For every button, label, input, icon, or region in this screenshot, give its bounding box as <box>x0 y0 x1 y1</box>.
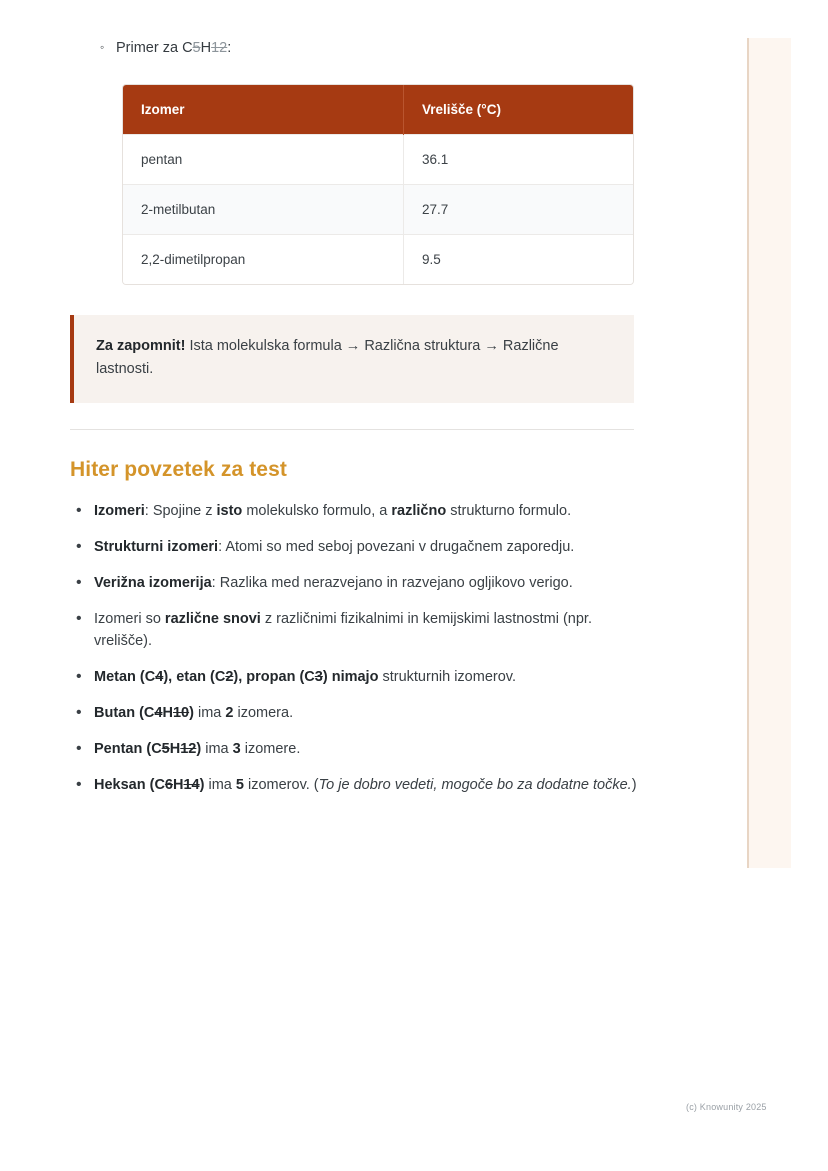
plain-text: ima <box>204 777 236 794</box>
list-item <box>70 572 650 594</box>
plain-text: z različnimi fizikalnimi in kemijskimi lastnostmi (npr. vrelišče). <box>94 611 592 650</box>
emphasis-text: ) <box>189 705 194 722</box>
table-cell-boiling-point: 36.1 <box>404 134 634 184</box>
table-cell-isomer: pentan <box>123 134 404 184</box>
emphasis-text: ), etan (C <box>163 669 226 686</box>
plain-text: Izomeri so <box>94 611 165 628</box>
page-title: Hiter povzetek za test <box>70 458 287 482</box>
table-body <box>123 134 633 284</box>
table-header-row <box>123 85 633 135</box>
plain-text: strukturno formulo. <box>446 503 572 520</box>
table-header-cell: Izomer <box>123 85 404 135</box>
table-cell-isomer: 2,2-dimetilpropan <box>123 234 404 284</box>
intro-bullet <box>100 38 700 60</box>
list-item <box>70 536 650 558</box>
callout-label: Za zapomnit! <box>96 337 186 354</box>
emphasis-text: Butan (C <box>94 705 155 722</box>
plain-text: : Atomi so med seboj povezani v drugačnem zaporedju. <box>218 539 575 556</box>
strikethrough-subscript: 10 <box>172 705 190 722</box>
emphasis-text: ) nimajo <box>322 669 379 686</box>
strikethrough-subscript: 4 <box>154 705 163 722</box>
intro-strike-1: 5 <box>192 40 201 56</box>
emphasis-text: 5 <box>235 777 244 794</box>
emphasis-text: H <box>173 777 184 794</box>
strikethrough-subscript: 14 <box>183 777 200 794</box>
emphasis-text: ) <box>199 777 205 794</box>
emphasis-text: 3 <box>232 741 241 758</box>
emphasis-text: 2 <box>225 705 234 722</box>
list-item <box>70 666 650 688</box>
bullet-marker: ◦ <box>100 40 105 54</box>
table-row <box>123 234 633 284</box>
strikethrough-subscript: 6 <box>164 777 173 794</box>
strikethrough-subscript: 3 <box>314 669 323 686</box>
emphasis-text: Metan (C <box>94 669 156 686</box>
plain-text: : Razlika med nerazvejano in razvejano ogljikovo verigo. <box>211 575 573 592</box>
list-item <box>70 500 650 522</box>
table-cell-boiling-point: 27.7 <box>404 184 634 234</box>
intro-text: Primer za C5H12: <box>116 40 232 56</box>
emphasis-text: Heksan (C <box>94 777 165 794</box>
emphasis-text: različne snovi <box>164 611 261 628</box>
plain-text: molekulsko formulo, a <box>242 503 392 520</box>
list-item <box>70 608 650 652</box>
table-row <box>123 184 633 234</box>
plain-text: izomerov. ( <box>243 777 319 794</box>
remember-callout <box>70 315 634 403</box>
footer-copyright: (c) Knowunity 2025 <box>686 1102 767 1112</box>
decorative-right-strip <box>747 38 791 868</box>
strikethrough-subscript: 4 <box>155 669 164 686</box>
isomer-table <box>123 85 633 284</box>
plain-text: : Spojine z <box>144 503 217 520</box>
emphasis-text: H <box>162 705 173 722</box>
emphasis-text: ) <box>196 741 202 758</box>
plain-text: ima <box>201 741 233 758</box>
emphasis-text: Verižna izomerija <box>94 575 212 592</box>
table-cell-isomer: 2-metilbutan <box>123 184 404 234</box>
emphasis-text: Strukturni izomeri <box>94 539 219 556</box>
list-item <box>70 774 650 796</box>
plain-text: strukturnih izomerov. <box>378 669 516 686</box>
emphasis-text: Pentan (C <box>94 741 162 758</box>
emphasis-text: isto <box>216 503 243 520</box>
section-divider <box>70 429 634 430</box>
emphasis-text: H <box>169 741 181 758</box>
table-header-cell: Vrelišče (°C) <box>404 85 634 135</box>
emphasis-text: Izomeri <box>94 503 145 520</box>
table-head <box>123 85 633 135</box>
plain-text: izomera. <box>233 705 294 722</box>
plain-text: izomere. <box>240 741 301 758</box>
list-item <box>70 738 650 760</box>
table-row <box>123 134 633 184</box>
callout-text: Ista molekulska formula → Različna struktura → Različne lastnosti. <box>96 337 559 377</box>
strikethrough-subscript: 12 <box>180 741 197 758</box>
isomer-table-wrapper <box>122 84 634 285</box>
plain-text: ima <box>193 705 226 722</box>
emphasis-text: različno <box>391 503 447 520</box>
italic-note: To je dobro vedeti, mogoče bo za dodatne točke. <box>318 777 632 794</box>
list-item <box>70 702 650 724</box>
emphasis-text: ), propan (C <box>233 669 315 686</box>
summary-list <box>70 500 650 796</box>
intro-strike-2: 12 <box>211 40 228 56</box>
strikethrough-subscript: 2 <box>225 669 234 686</box>
strikethrough-subscript: 5 <box>161 741 170 758</box>
table-cell-boiling-point: 9.5 <box>404 234 634 284</box>
plain-text: ) <box>631 777 637 794</box>
